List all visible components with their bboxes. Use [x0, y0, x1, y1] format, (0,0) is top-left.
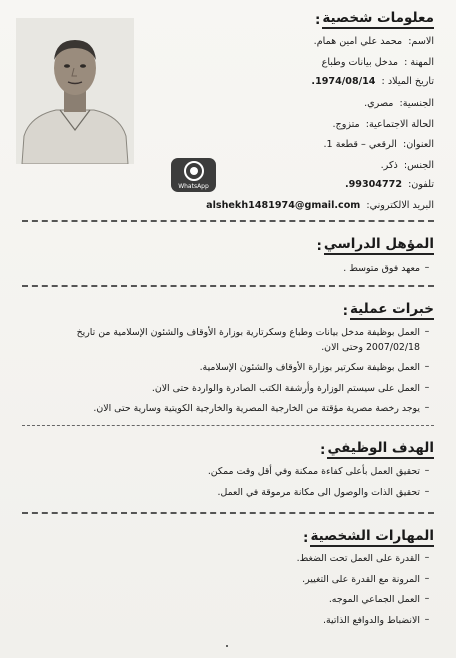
- phone-label: تلفون:: [408, 179, 434, 190]
- skill-item: العمل الجماعي الموجه.: [328, 594, 420, 606]
- experience-item: العمل على سيستم الوزارة وأرشفة الكتب الصادرة والواردة حتى الان.: [151, 382, 420, 394]
- marital-value: متزوج.: [332, 119, 360, 130]
- list-item: – القدرة على العمل تحت الضغط.: [20, 552, 434, 567]
- marital-field: [332, 119, 434, 130]
- experience-item: يوجد رخصة مصرية مؤقتة من الخارجية المصرية والخارجية الكويتية وسارية حتى الان.: [93, 403, 420, 415]
- list-item: – المرونة مع القدرة على التغيير.: [20, 573, 434, 588]
- education-heading: المؤهل الدراسي :: [316, 236, 434, 254]
- list-item: – الانضباط والدوافع الذاتية.: [20, 614, 434, 629]
- whatsapp-label: WhatsApp: [178, 182, 209, 190]
- objective-list: [20, 465, 434, 506]
- nationality-label: الجنسية:: [399, 98, 434, 109]
- job-label: المهنة :: [404, 57, 434, 68]
- education-item: معهد فوق متوسط .: [343, 263, 420, 274]
- email-label: البريد الالكتروني:: [366, 200, 434, 211]
- list-item: – العمل على سيستم الوزارة وأرشفة الكتب الصادرة والواردة حتى الان.: [20, 382, 434, 397]
- name-field: [314, 36, 434, 47]
- divider: [22, 285, 434, 287]
- list-item: – تحقيق العمل بأعلى كفاءة ممكنة وفي أقل وقت ممكن.: [20, 465, 434, 480]
- experience-list: [20, 326, 434, 423]
- dob-label: تاريخ الميلاد :: [381, 76, 434, 87]
- nationality-value: مصري.: [364, 98, 394, 109]
- list-item: – العمل بوظيفة سكرتير بوزارة الأوقاف والشئون الإسلامية.: [20, 361, 434, 376]
- nationality-field: [364, 98, 434, 109]
- divider: [22, 425, 434, 426]
- phone-field: [345, 179, 434, 190]
- skills-list: [20, 552, 434, 634]
- personal-info-heading: معلومات شخصية :: [314, 10, 434, 28]
- email-value[interactable]: alshekh1481974@gmail.com: [206, 200, 361, 211]
- gender-label: الجنس:: [403, 160, 434, 171]
- gender-field: [381, 160, 434, 171]
- job-field: [322, 57, 434, 68]
- skill-item: المرونة مع القدرة على التغيير.: [302, 573, 420, 585]
- list-item: – معهد فوق متوسط .: [20, 262, 434, 277]
- dob-value: 1974/08/14.: [311, 76, 376, 87]
- divider: [22, 220, 434, 222]
- skill-item: القدرة على العمل تحت الضغط.: [296, 553, 420, 564]
- list-item: – العمل بوظيفة مدخل بيانات وطباع وسكرتارية بوزارة الأوقاف والشئون الإسلامية من تاريخ 2007/02/18 وحتى الان.: [20, 326, 434, 355]
- address-field: [323, 139, 434, 150]
- name-label: الاسم:: [408, 36, 434, 47]
- objective-item: تحقيق الذات والوصول الى مكانة مرموقة في العمل.: [217, 486, 420, 498]
- list-item: – يوجد رخصة مصرية مؤقتة من الخارجية المصرية والخارجية الكويتية وسارية حتى الان.: [20, 402, 434, 417]
- phone-value: 99304772.: [344, 179, 402, 190]
- skill-item: الانضباط والدوافع الذاتية.: [323, 614, 420, 626]
- list-item: – تحقيق الذات والوصول الى مكانة مرموقة في العمل.: [20, 486, 434, 501]
- page-mark: [226, 645, 228, 647]
- dob-field: [311, 76, 434, 87]
- experience-heading: خبرات عملية :: [342, 301, 434, 319]
- address-value: الرقعي – قطعة 1.: [323, 139, 397, 150]
- list-item: – العمل الجماعي الموجه.: [20, 593, 434, 608]
- education-list: [20, 262, 434, 283]
- divider: [22, 512, 434, 514]
- gender-value: ذكر.: [380, 160, 398, 171]
- objective-heading: الهدف الوظيفي :: [320, 440, 434, 458]
- address-label: العنوان:: [402, 139, 434, 150]
- name-value: محمد علي امين همام.: [313, 36, 403, 47]
- email-field: [206, 200, 434, 211]
- job-value: مدخل بيانات وطباع: [321, 57, 399, 68]
- experience-item: العمل بوظيفة مدخل بيانات وطباع وسكرتارية بوزارة الأوقاف والشئون الإسلامية من تاريخ 2007/02/18 وحتى الان.: [76, 327, 420, 353]
- marital-label: الحالة الاجتماعية:: [365, 119, 434, 130]
- experience-item: العمل بوظيفة سكرتير بوزارة الأوقاف والشئون الإسلامية.: [199, 362, 420, 374]
- objective-item: تحقيق العمل بأعلى كفاءة ممكنة وفي أقل وقت ممكن.: [207, 466, 420, 477]
- whatsapp-icon: [171, 158, 216, 192]
- profile-photo: [16, 18, 134, 164]
- skills-heading: المهارات الشخصية :: [303, 528, 434, 546]
